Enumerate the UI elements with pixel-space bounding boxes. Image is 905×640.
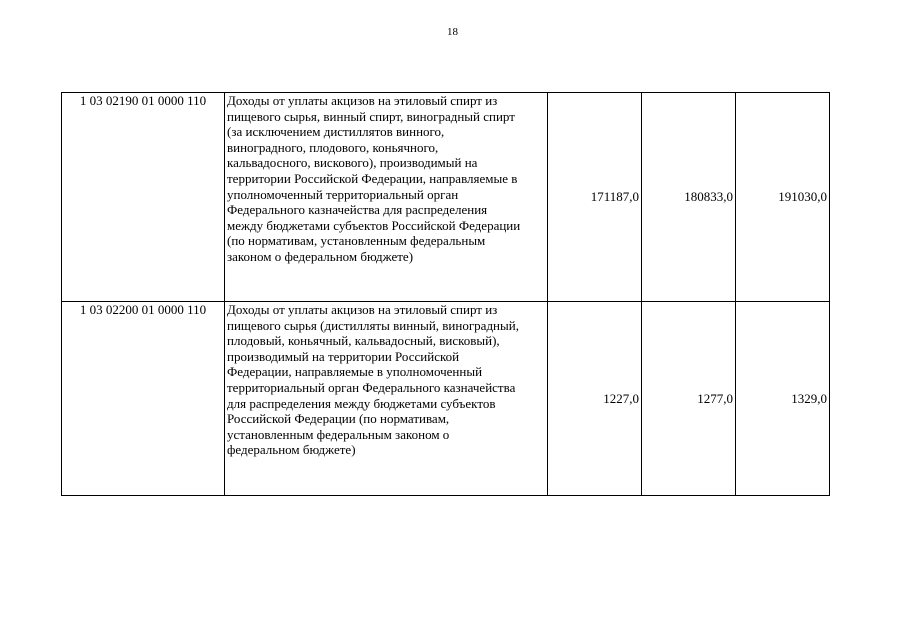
page-number: 18	[447, 26, 458, 38]
revenue-description	[225, 93, 548, 302]
description-line: Доходы от уплаты акцизов на этиловый спирт из	[227, 302, 498, 317]
description-line: виноградного, плодового, коньячного,	[227, 139, 439, 155]
description-line: уполномоченный территориальный орган	[227, 186, 459, 202]
description-line: пищевого сырья (дистилляты винный, виноградный,	[227, 317, 519, 333]
description-line: установленным федеральным законом о	[227, 426, 450, 442]
description-line: производимый на территории Российской	[227, 348, 460, 364]
amount-year-1: 171187,0	[548, 93, 642, 302]
revenue-code: 1 03 02190 01 0000 110	[62, 93, 225, 302]
description-line: законом о федеральном бюджете)	[227, 248, 414, 264]
amount-year-2: 180833,0	[642, 93, 736, 302]
description-line: между бюджетами субъектов Российской Федерации	[227, 217, 521, 233]
description-line: плодовый, коньячный, кальвадосный, висковый),	[227, 333, 500, 349]
revenue-description	[225, 302, 548, 496]
revenue-code: 1 03 02200 01 0000 110	[62, 302, 225, 496]
description-line: (за исключением дистиллятов винного,	[227, 124, 445, 140]
description-line: кальвадосного, вискового), производимый на	[227, 155, 478, 171]
amount-year-3: 1329,0	[736, 302, 830, 496]
table-row	[62, 302, 830, 496]
description-line: территории Российской Федерации, направляемые в	[227, 170, 518, 186]
amount-year-2: 1277,0	[642, 302, 736, 496]
amount-year-3: 191030,0	[736, 93, 830, 302]
description-line: Доходы от уплаты акцизов на этиловый спирт из	[227, 93, 498, 108]
description-line: Федерального казначейства для распределения	[227, 202, 488, 218]
description-line: Федерации, направляемые в уполномоченный	[227, 364, 483, 380]
description-line: территориальный орган Федерального казначейства	[227, 379, 516, 395]
description-line: для распределения между бюджетами субъектов	[227, 395, 496, 411]
table-row	[62, 93, 830, 302]
description-line: (по нормативам, установленным федеральным	[227, 233, 486, 249]
budget-revenue-table	[61, 92, 830, 496]
description-line: Российской Федерации (по нормативам,	[227, 411, 450, 427]
description-line: пищевого сырья, винный спирт, виноградный спирт	[227, 108, 515, 124]
description-line: федеральном бюджете)	[227, 442, 356, 458]
amount-year-1: 1227,0	[548, 302, 642, 496]
